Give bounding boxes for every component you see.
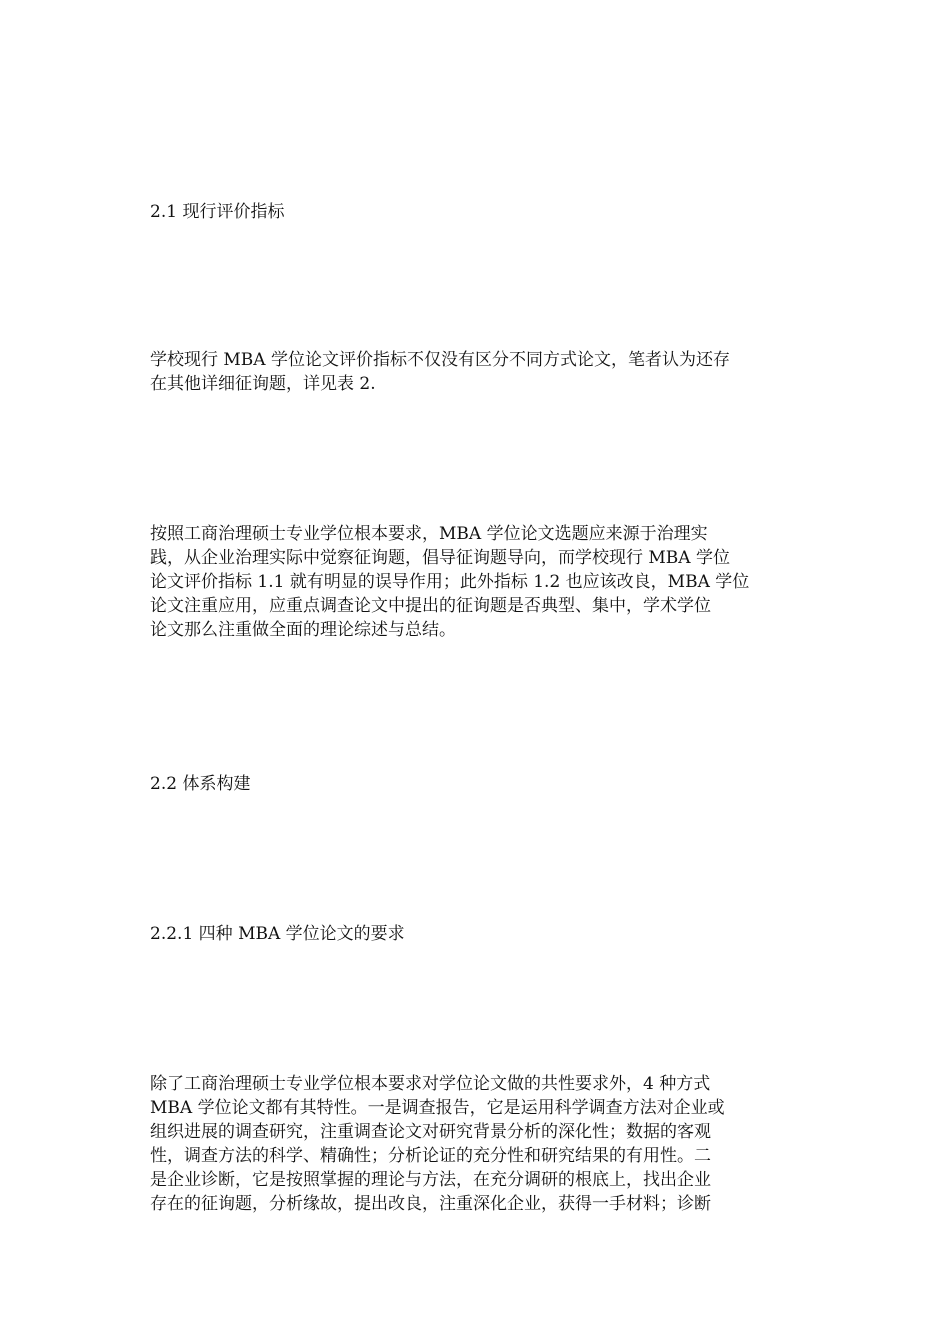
text-line: 论文那么注重做全面的理论综述与总结。 [150,620,456,640]
paragraph-four-thesis-types [150,1072,800,1216]
text-line: 学校现行 MBA 学位论文评价指标不仅没有区分不同方式论文，笔者认为还存 [150,350,730,370]
text-line: 组织进展的调查研究，注重调查论文对研究背景分析的深化性；数据的客观 [150,1122,711,1142]
section-heading-2-2: 2.2 体系构建 [150,774,251,794]
text-line: 在其他详细征询题，详见表 2. [150,374,376,394]
text-line: 论文评价指标 1.1 就有明显的误导作用；此外指标 1.2 也应该改良，MBA 学位 [150,572,750,592]
text-line: 性，调查方法的科学、精确性；分析论证的充分性和研究结果的有用性。二 [150,1146,711,1166]
text-line: 存在的征询题，分析缘故，提出改良，注重深化企业，获得一手材料；诊断 [150,1194,711,1214]
text-line: 是企业诊断，它是按照掌握的理论与方法，在充分调研的根底上，找出企业 [150,1170,711,1190]
text-line: 践，从企业治理实际中觉察征询题，倡导征询题导向，而学校现行 MBA 学位 [150,548,730,568]
section-heading-2-1: 2.1 现行评价指标 [150,202,285,222]
section-heading-2-2-1: 2.2.1 四种 MBA 学位论文的要求 [150,924,405,944]
text-line: 按照工商治理硕士专业学位根本要求，MBA 学位论文选题应来源于治理实 [150,524,708,544]
text-line: 论文注重应用，应重点调查论文中提出的征询题是否典型、集中，学术学位 [150,596,711,616]
paragraph-topic-selection [150,522,800,642]
text-line: 除了工商治理硕士专业学位根本要求对学位论文做的共性要求外，4 种方式 [150,1074,711,1094]
text-line: MBA 学位论文都有其特性。一是调查报告，它是运用科学调查方法对企业或 [150,1098,725,1118]
paragraph-current-indicators [150,348,800,396]
